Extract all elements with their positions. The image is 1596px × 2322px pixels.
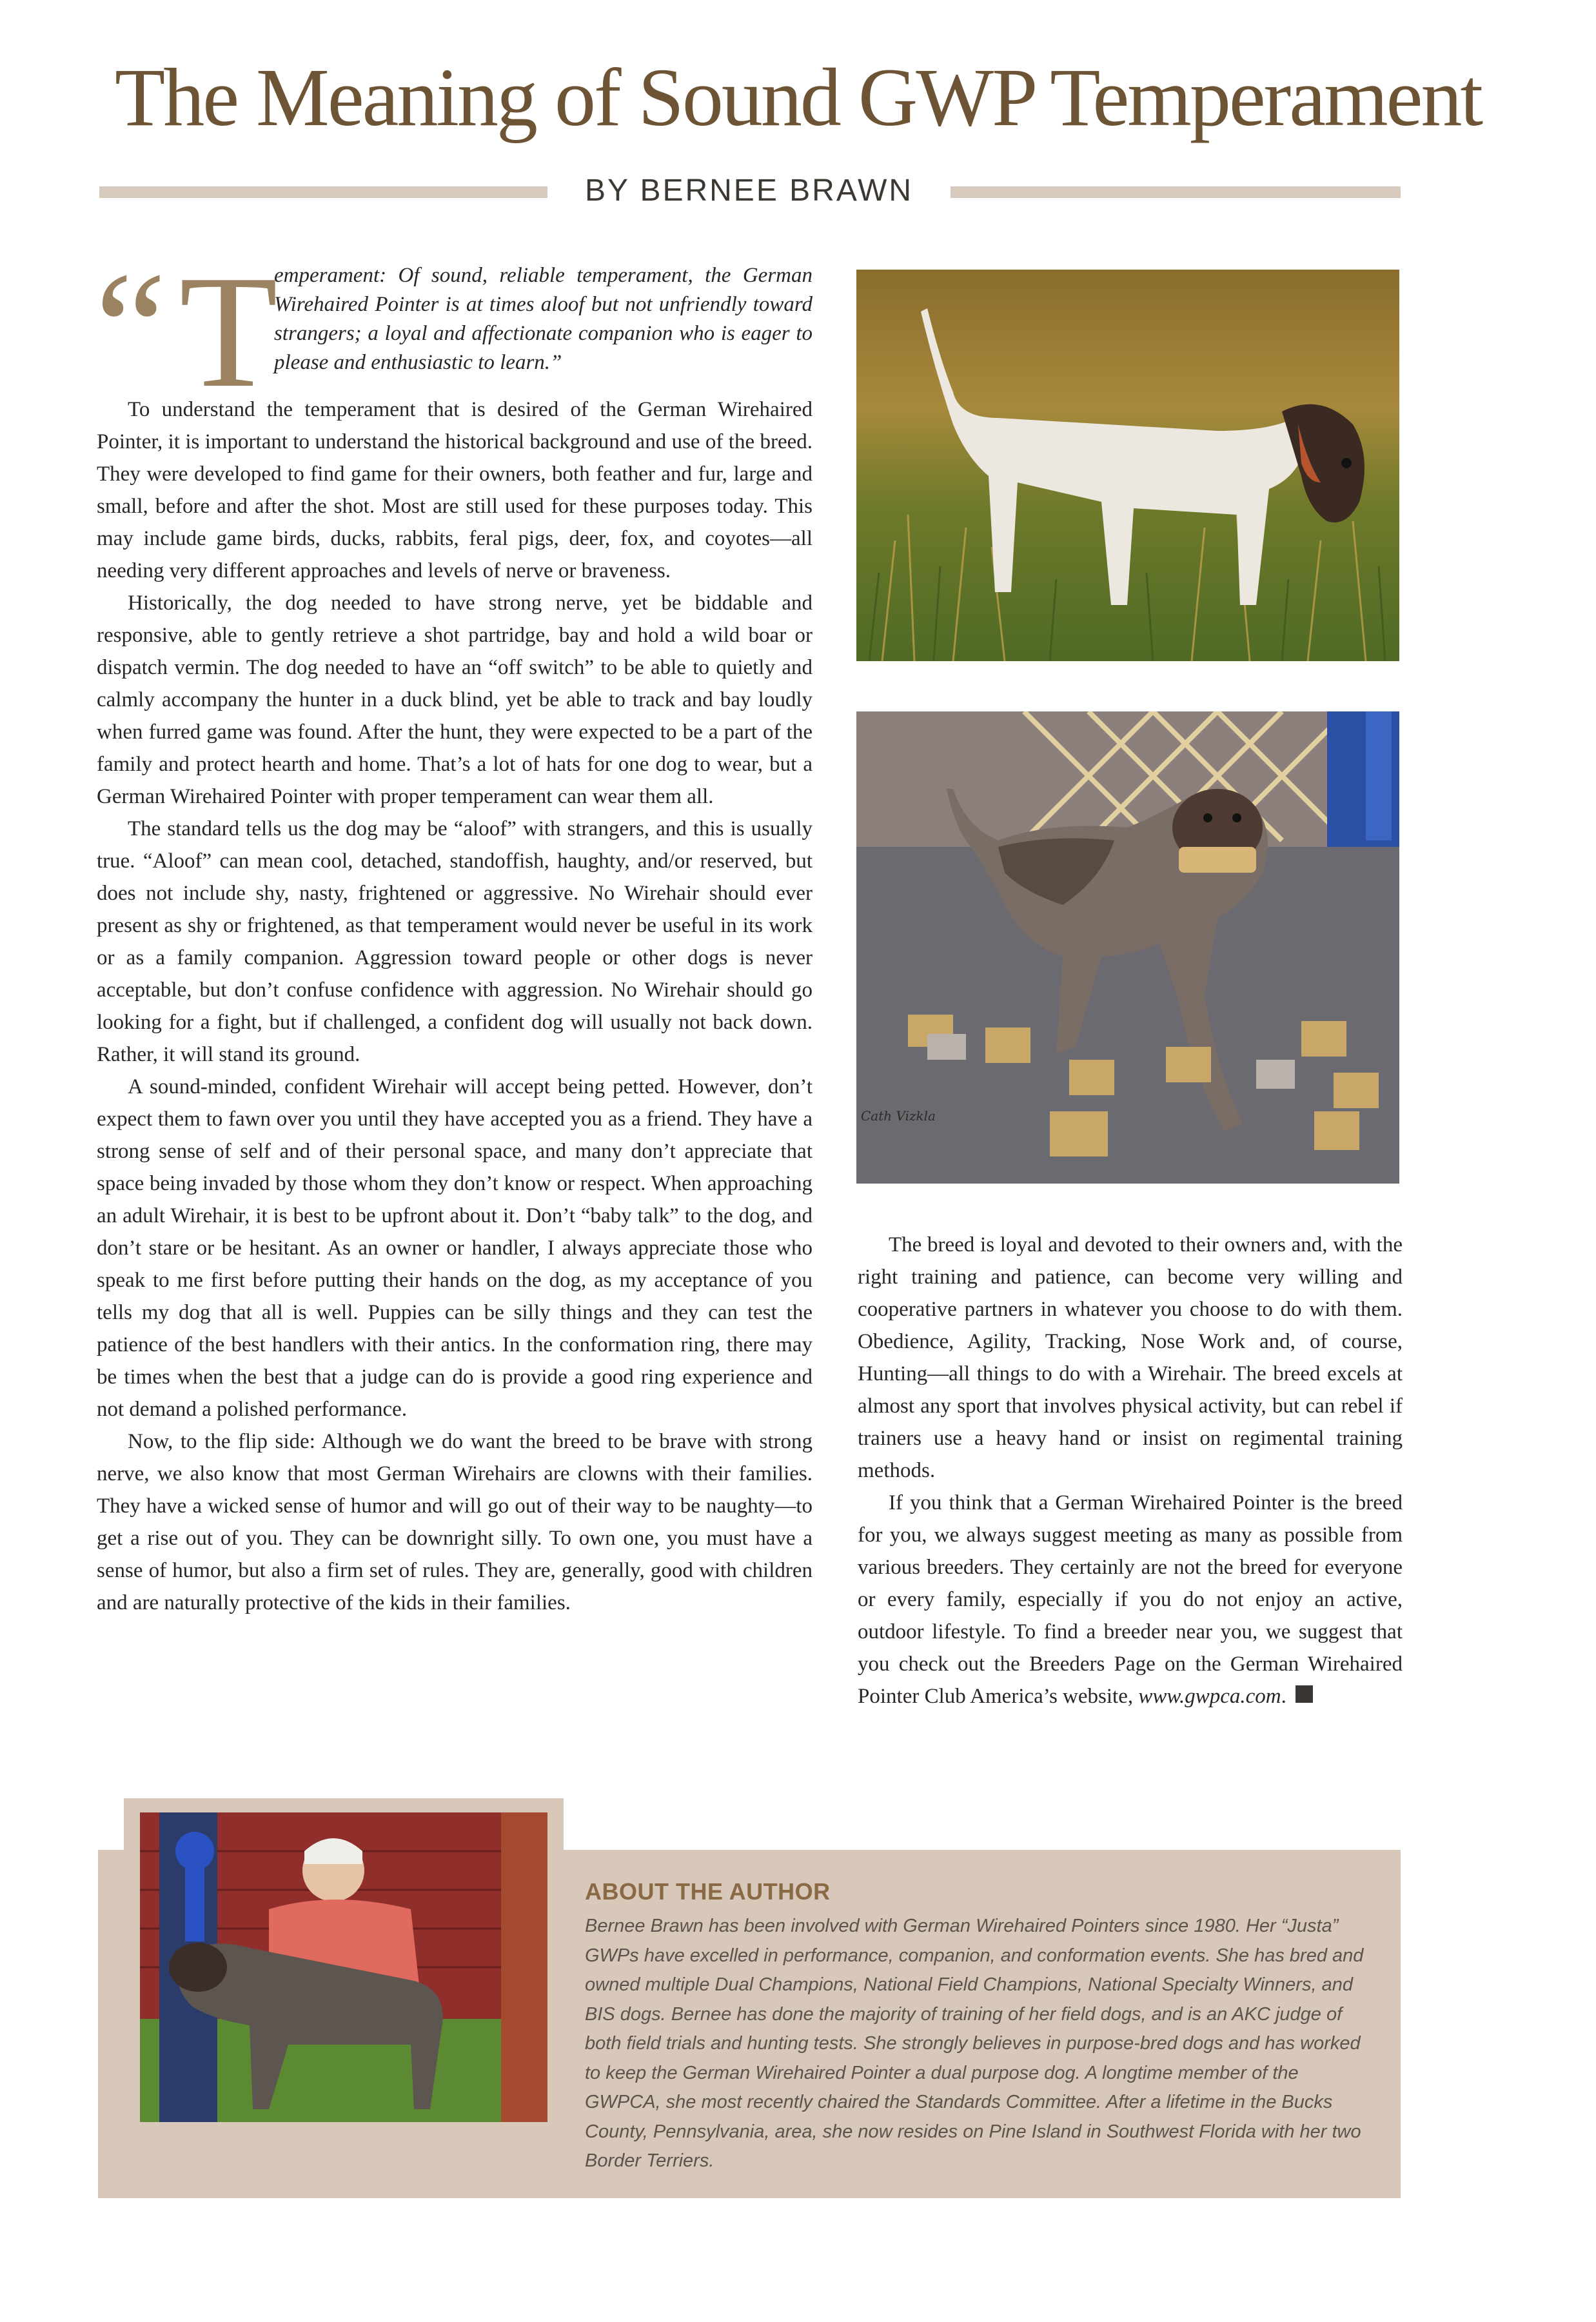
drop-cap: T	[179, 243, 278, 421]
website-link[interactable]: www.gwpca.com	[1138, 1685, 1281, 1708]
standard-quote	[95, 239, 813, 421]
paragraph: A sound-minded, confident Wirehair will accept being petted. However, don’t expect them to fawn over you until they have accepted you as a friend. They have a strong sense of self and of their personal space, and many don’t appreciate that space being invaded by those whom they don’t know or respect. When approaching an adult Wirehair, it is best to be upfront about it. Don’t “baby talk” to the dog, and don’t stare or be hesitant. As an owner or handler, I always appreciate those who speak to me first before putting their hands on the dog, as my acceptance of you tells my dog that all is well. Puppies can be silly things and they can test the patience of the best handlers with their antics. In the conformation ring, there may be times when the best that a judge can do is provide a good ring experience and not demand a polished performance.	[97, 1075, 813, 1421]
photo-credit: Cath Vizkla	[861, 1108, 936, 1124]
paragraph: Now, to the flip side: Although we do want the breed to be brave with strong nerve, we also know that most German Wirehairs are clowns with their families. They have a wicked sense of humor and will go out of their way to be naughty—to get a rise out of you. They can be downright silly. To own one, you must have a sense of humor, but also a firm set of rules. They are, generally, good with children and are naturally protective of the kids in their families.	[97, 1430, 813, 1614]
byline-rule-left	[99, 186, 547, 198]
paragraph-closing	[858, 1487, 1403, 1712]
photo-pointing-dog	[856, 270, 1399, 661]
about-author-body: Bernee Brawn has been involved with German Wirehaired Pointers since 1980. Her “Justa” GWPs have excelled in performance, companion, and conformation events. She has bred and owned multiple Dual Champions, National Field Champions, National Specialty Winners, and BIS dogs. Bernee has done the majority of training of her field dogs, and is an AKC judge of both field trials and hunting tests. She strongly believes in purpose-bred dogs and has worked to keep the German Wirehaired Pointer a dual purpose dog. A longtime member of the GWPCA, she most recently chaired the Standards Committee. After a lifetime in the Bucks County, Pennsylvania, area, she now resides on Pine Island in Southwest Florida with her two Border Terriers.	[585, 1916, 1364, 2171]
byline: BY BERNEE BRAWN	[584, 174, 914, 208]
author-photo	[140, 1812, 547, 2122]
left-column	[95, 239, 813, 1619]
paragraph: The breed is loyal and devoted to their owners and, with the right training and patience, can become very willing and cooperative partners in whatever you choose to do with them. Obedience, Agility, Tracking, Nose Work and, of course, Hunting—all things to do with a Wirehair. The breed excels at almost any sport that involves physical activity, but can rebel if trainers use a heavy hand or insist on regimental training methods.	[858, 1233, 1403, 1482]
paragraph: The standard tells us the dog may be “aloof” with strangers, and this is usually true. “Aloof” can mean cool, detached, standoffish, haughty, and/or reserved, but does not include shy, nasty, frightened or aggressive. No Wirehair should ever present as shy or frightened, as that temperament would never be useful in its work or as a family companion. Aggression toward people or other dogs is never acceptable, but don’t confuse confidence with aggression. No Wirehair should go looking for a fight, but if challenged, a confident dog will usually not back down. Rather, it will stand its ground.	[97, 817, 813, 1066]
paragraph: Historically, the dog needed to have strong nerve, yet be biddable and responsive, able to gently retrieve a shot partridge, bay and hold a wild boar or dispatch vermin. The dog needed to have an “off switch” to be able to quietly and calmly accompany the hunter in a duck blind, yet be able to track and bay loudly when furred game was found. After the hunt, they were expected to be a part of the family and protect hearth and home. That’s a lot of hats for one dog to wear, but a German Wirehaired Pointer with proper temperament can wear them all.	[97, 591, 813, 808]
about-author-heading: ABOUT THE AUTHOR	[585, 1878, 831, 1905]
closing-text: If you think that a German Wirehaired Pointer is the breed for you, we always suggest meeting as many as possible from various breeders. They certainly are not the breed for everyone or every family, especially if you do not enjoy an active, outdoor lifestyle. To find a breeder near you, we suggest that you check out the Breeders Page on the German Wirehaired Pointer Club America’s website,	[858, 1491, 1403, 1708]
closing-punct: .	[1281, 1685, 1292, 1708]
article-title: The Meaning of Sound GWP Temperament	[115, 52, 1481, 143]
quote-text: emperament: Of sound, reliable temperament, the German Wirehaired Pointer is at times aloof but not unfriendly toward strangers; a loyal and affectionate companion who is eager to please and enthusiastic to learn.”	[274, 264, 813, 374]
right-column	[858, 1229, 1403, 1712]
photo-retrieving-dog	[856, 711, 1399, 1184]
byline-rule-right	[951, 186, 1401, 198]
open-quote-mark: “	[95, 239, 166, 418]
paragraph: To understand the temperament that is desired of the German Wirehaired Pointer, it is important to understand the historical background and use of the breed. They were developed to find game for their owners, both feather and fur, large and small, before and after the shot. Most are still used for these purposes today. This may include game birds, ducks, rabbits, feral pigs, deer, fox, and coyotes—all needing very different approaches and levels of nerve or braveness.	[97, 398, 813, 582]
end-mark-icon	[1296, 1685, 1313, 1703]
